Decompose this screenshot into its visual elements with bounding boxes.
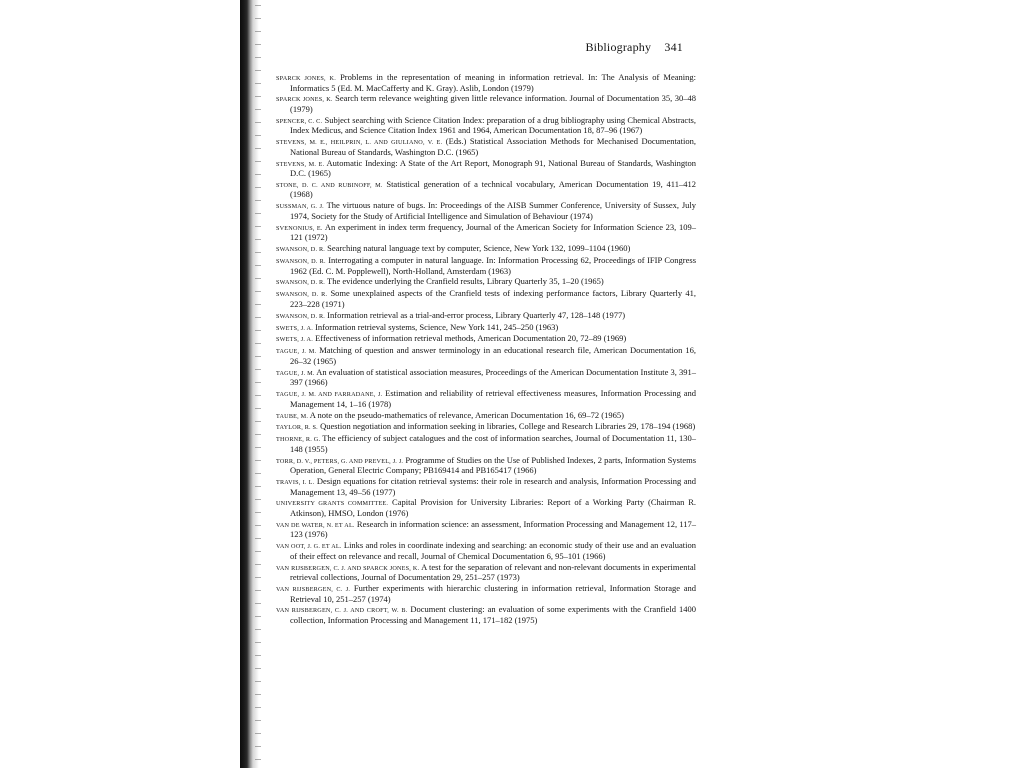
entry-text: The virtuous nature of bugs. In: Proceedings of the AISB Summer Conference, University of Sussex, July 1974, Society for the Study of Artificial Intelligence and Simulation of Behaviour (1974) xyxy=(290,200,696,221)
bibliography-entry xyxy=(276,277,696,288)
entry-text: Searching natural language text by computer, Science, New York 132, 1099–1104 (1960) xyxy=(327,243,631,254)
bibliography-entry xyxy=(276,477,696,497)
entry-text: Design equations for citation retrieval systems: their role in research and analysis, Information Processing and Management 13, 49–56 (1977) xyxy=(290,476,696,497)
entry-text: Programme of Studies on the Use of Published Indexes, 2 parts, Information Systems Operation, General Electric Company; PB169414 and PB165417 (1966) xyxy=(290,454,697,476)
bibliography-list xyxy=(276,73,696,627)
entry-author: SWETS, J. A. xyxy=(276,324,313,332)
entry-author: VAN DE WATER, N. ET AL. xyxy=(276,521,355,529)
entry-author: VAN OOT, J. G. ET AL. xyxy=(276,543,342,551)
entry-text: Subject searching with Science Citation Index: preparation of a drug bibliography using Chemical Abstracts, Index Medicus, and Science Citation Index 1961 and 1964, American Documentation 18, 87–96 (1967) xyxy=(290,114,696,136)
entry-author: VAN RIJSBERGEN, C. J. AND CROFT, W. B. xyxy=(276,607,408,615)
entry-author: STEVENS, M. E. xyxy=(276,160,325,168)
entry-author: UNIVERSITY GRANTS COMMITTEE. xyxy=(276,500,389,508)
bibliography-entry xyxy=(276,94,696,114)
entry-text: The evidence underlying the Cranfield results, Library Quarterly 35, 1–20 (1965) xyxy=(327,276,604,287)
entry-author: TORR, D. V., PETERS, G. AND PREVEL, J. J. xyxy=(276,457,404,465)
bibliography-entry xyxy=(276,498,696,518)
entry-text: Information retrieval systems, Science, New York 141, 245–250 (1963) xyxy=(315,321,559,332)
entry-text: Problems in the representation of meaning in information retrieval. In: The Analysis of Meaning: Informatics 5 (Ed. M. MacCafferty and K. Gray). Aslib, London (1979) xyxy=(290,72,696,93)
entry-text: Some unexplained aspects of the Cranfield tests of indexing performance factors, Library Quarterly 41, 223–228 (1971) xyxy=(290,288,697,309)
entry-text: Links and roles in coordinate indexing and searching: an economic study of their use and an evaluation of their effect on relevance and recall, Journal of Chemical Documentation 6, 95–101 (1966) xyxy=(290,540,697,561)
entry-text: An evaluation of statistical association measures, Proceedings of the American Documentation Institute 3, 391–397 (1966) xyxy=(290,366,697,388)
entry-text: The efficiency of subject catalogues and the cost of information searches, Journal of Documentation 11, 130–148 (1955) xyxy=(290,433,696,454)
entry-text: Document clustering: an evaluation of some experiments with the Cranfield 1400 collection, Information Processing and Management 11, 171–182 (1975) xyxy=(290,604,696,625)
running-head xyxy=(585,40,683,55)
entry-author: SPENCER, C. C. xyxy=(276,117,323,125)
bibliography-entry xyxy=(276,389,696,409)
bibliography-entry xyxy=(276,223,696,243)
entry-text: Statistical generation of a technical vocabulary, American Documentation 19, 411–412 (1968) xyxy=(290,178,696,200)
entry-author: TAUBE, M. xyxy=(276,412,309,420)
entry-author: SUSSMAN, G. J. xyxy=(276,203,324,211)
entry-author: TRAVIS, I. L. xyxy=(276,479,315,487)
entry-author: THORNE, R. G. xyxy=(276,436,321,444)
binding-edge-texture xyxy=(255,0,261,768)
page-number: 341 xyxy=(664,40,683,54)
entry-text: (Eds.) Statistical Association Methods for Mechanised Documentation, National Bureau of Standards, Washington D.C. (1965) xyxy=(290,136,697,157)
bibliography-entry xyxy=(276,456,696,476)
entry-author: SWETS, J. A. xyxy=(276,336,313,344)
entry-author: STEVENS, M. E., HEILPRIN, L. AND GIULIANO, V. E. xyxy=(276,139,443,147)
bibliography-entry xyxy=(276,323,696,334)
bibliography-entry xyxy=(276,541,696,561)
entry-author: SPARCK JONES, K. xyxy=(276,75,336,82)
entry-author: STONE, D. C. AND RUBINOFF, M. xyxy=(276,181,383,189)
bibliography-entry xyxy=(276,334,696,345)
entry-text: Matching of question and answer terminology in an educational research file, American Documentation 16, 26–32 (1965) xyxy=(290,345,696,366)
bibliography-entry xyxy=(276,180,696,200)
bibliography-entry xyxy=(276,311,696,322)
entry-text: Search term relevance weighting given little relevance information. Journal of Documentation 35, 30–48 (1979) xyxy=(290,93,696,114)
entry-author: SPARCK JONES, K. xyxy=(276,96,333,104)
bibliography-entry xyxy=(276,73,696,93)
bibliography-entry xyxy=(276,346,696,366)
entry-author: SVENONIUS, E. xyxy=(276,224,323,232)
bibliography-entry xyxy=(276,563,696,583)
entry-text: A note on the pseudo-mathematics of relevance, American Documentation 16, 69–72 (1965) xyxy=(309,409,624,420)
bibliography-entry xyxy=(276,605,696,625)
entry-author: TAYLOR, R. S. xyxy=(276,424,318,432)
entry-text: Capital Provision for University Libraries: Report of a Working Party (Chairman R. Atkinson), HMSO, London (1976) xyxy=(290,497,696,518)
entry-text: Further experiments with hierarchic clustering in information retrieval, Information Storage and Retrieval 10, 251–257 (1974) xyxy=(290,583,697,604)
entry-author: SWANSON, D. R. xyxy=(276,279,326,287)
bibliography-entry xyxy=(276,368,696,388)
bibliography-entry xyxy=(276,256,696,276)
entry-author: SWANSON, D. R. xyxy=(276,246,326,254)
bibliography-entry xyxy=(276,116,696,136)
entry-author: TAGUE, J. M. AND FARRADANE, J. xyxy=(276,391,383,399)
entry-text: Information retrieval as a trial-and-error process, Library Quarterly 47, 128–148 (1977) xyxy=(327,309,626,320)
entry-text: An experiment in index term frequency, Journal of the American Society for Information Science 23, 109–121 (1972) xyxy=(290,221,696,243)
bibliography-entry xyxy=(276,289,696,309)
entry-author: TAGUE, J. M. xyxy=(276,369,315,377)
bibliography-entry xyxy=(276,137,696,157)
entry-text: Question negotiation and information seeking in libraries, College and Research Libraries 29, 178–194 (1968) xyxy=(320,421,696,432)
entry-text: A test for the separation of relevant and non-relevant documents in experimental retrieval collections, Journal of Documentation 29, 251–257 (1973) xyxy=(290,561,697,583)
entry-text: Estimation and reliability of retrieval effectiveness measures, Information Processing and Management 14, 1–16 (1978) xyxy=(290,388,696,409)
entry-text: Automatic Indexing: A State of the Art Report, Monograph 91, National Bureau of Standards, Washington D.C. (1965) xyxy=(290,157,696,179)
entry-author: VAN RIJSBERGEN, C. J. xyxy=(276,586,351,594)
bibliography-entry xyxy=(276,434,696,454)
entry-author: SWANSON, D. R. xyxy=(276,291,328,299)
bibliography-entry xyxy=(276,411,696,422)
entry-author: SWANSON, D. R. xyxy=(276,258,326,266)
bibliography-entry xyxy=(276,201,696,221)
entry-author: TAGUE, J. M. xyxy=(276,348,317,356)
bibliography-entry xyxy=(276,159,696,179)
bibliography-entry xyxy=(276,422,696,433)
running-head-title: Bibliography xyxy=(585,40,652,54)
bibliography-entry xyxy=(276,584,696,604)
entry-author: SWANSON, D. R. xyxy=(276,312,326,320)
bibliography-entry xyxy=(276,520,696,540)
entry-author: VAN RIJSBERGEN, C. J. AND SPARCK JONES, K. xyxy=(276,564,420,572)
entry-text: Research in information science: an assessment, Information Processing and Management 12, 117–123 (1976) xyxy=(290,518,696,540)
entry-text: Interrogating a computer in natural language. In: Information Processing 62, Proceedings of IFIP Congress 1962 (Ed. C. M. Popplewell), North-Holland, Amsterdam (1963) xyxy=(290,255,697,276)
bibliography-entry xyxy=(276,244,696,255)
entry-text: Effectiveness of information retrieval methods, American Documentation 20, 72–89 (1969) xyxy=(315,333,627,344)
